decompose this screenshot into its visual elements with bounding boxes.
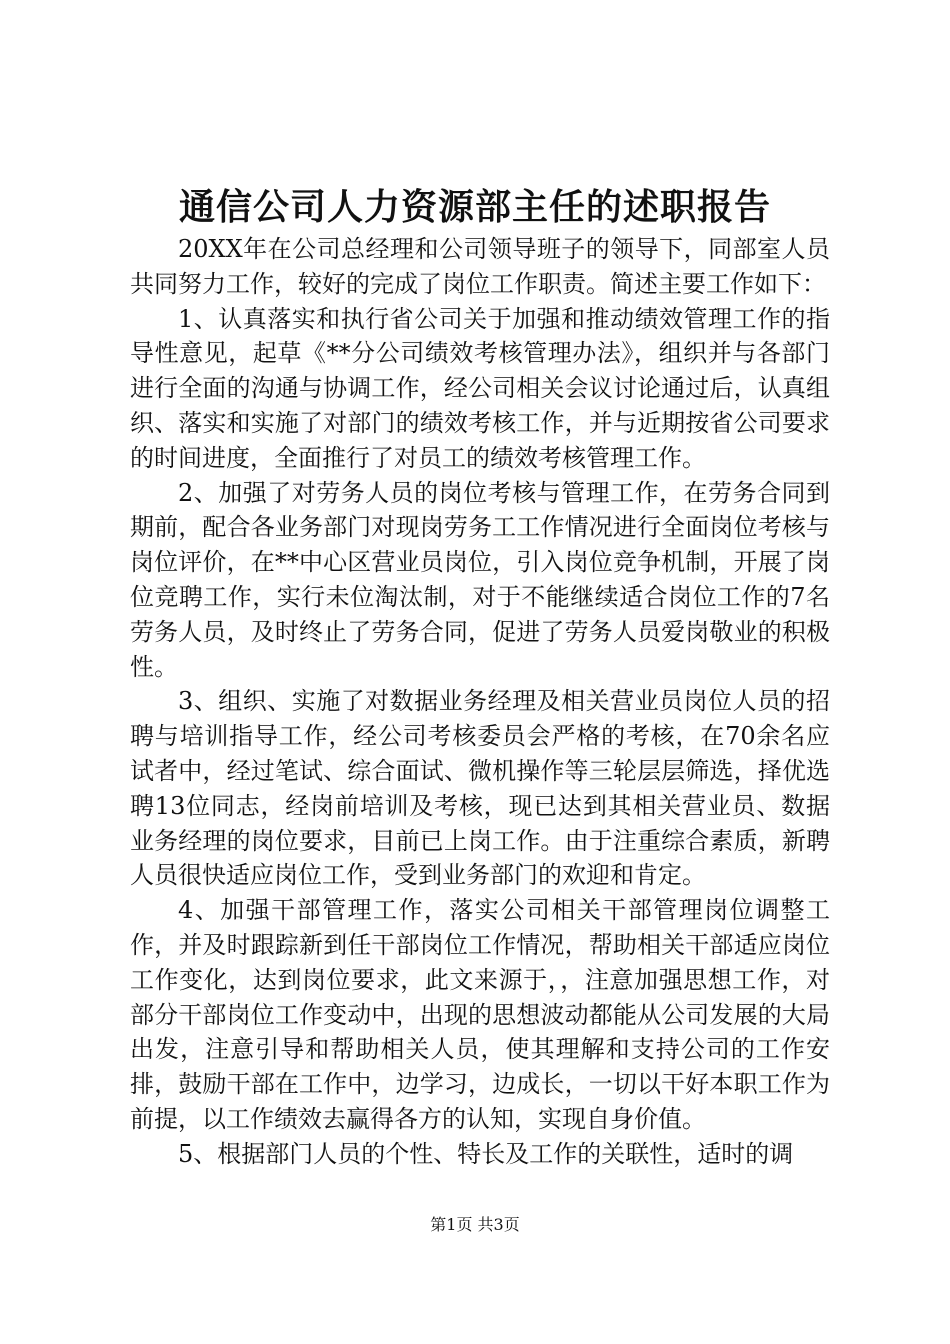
paragraph-item-1: 1、认真落实和执行省公司关于加强和推动绩效管理工作的指导性意见，起草《**分公司绩效考核管理办法》，组织并与各部门进行全面的沟通与协调工作，经公司相关会议讨论通过后，认真组织、落实和实施了对部门的绩效考核工作，并与近期按省公司要求的时间进度，全面推行了对员工的绩效考核管理工作。 (130, 304, 830, 472)
paragraph-item-3: 3、组织、实施了对数据业务经理及相关营业员岗位人员的招聘与培训指导工作，经公司考核委员会严格的考核，在70余名应试者中，经过笔试、综合面试、微机操作等三轮层层筛选，择优选聘13位同志，经岗前培训及考核，现已达到其相关营业员、数据业务经理的岗位要求，目前已上岗工作。由于注重综合素质，新聘人员很快适应岗位工作，受到业务部门的欢迎和肯定。 (130, 687, 830, 890)
intro-paragraph: 20XX年在公司总经理和公司领导班子的领导下，同部室人员共同努力工作，较好的完成了岗位工作职责。简述主要工作如下： (130, 235, 830, 298)
paragraph-item-2: 2、加强了对劳务人员的岗位考核与管理工作，在劳务合同到期前，配合各业务部门对现岗劳务工工作情况进行全面岗位考核与岗位评价，在**中心区营业员岗位，引入岗位竞争机制，开展了岗位竞聘工作，实行未位淘汰制，对于不能继续适合岗位工作的7名劳务人员，及时终止了劳务合同，促进了劳务人员爱岗敬业的积极性。 (130, 478, 830, 681)
document-body (130, 232, 830, 1172)
paragraph-item-4: 4、加强干部管理工作，落实公司相关干部管理岗位调整工作，并及时跟踪新到任干部岗位工作情况，帮助相关干部适应岗位工作变化，达到岗位要求，此文来源于，，注意加强思想工作，对部分干部岗位工作变动中，出现的思想波动都能从公司发展的大局出发，注意引导和帮助相关人员，使其理解和支持公司的工作安排，鼓励干部在工作中，边学习，边成长，一切以干好本职工作为前提，以工作绩效去赢得各方的认知，实现自身价值。 (130, 896, 830, 1133)
page-number-footer: 第1页 共3页 (430, 1215, 520, 1234)
document-title: 通信公司人力资源部主任的述职报告 (178, 186, 771, 228)
paragraph-item-5: 5、根据部门人员的个性、特长及工作的关联性，适时的调 (178, 1139, 794, 1168)
